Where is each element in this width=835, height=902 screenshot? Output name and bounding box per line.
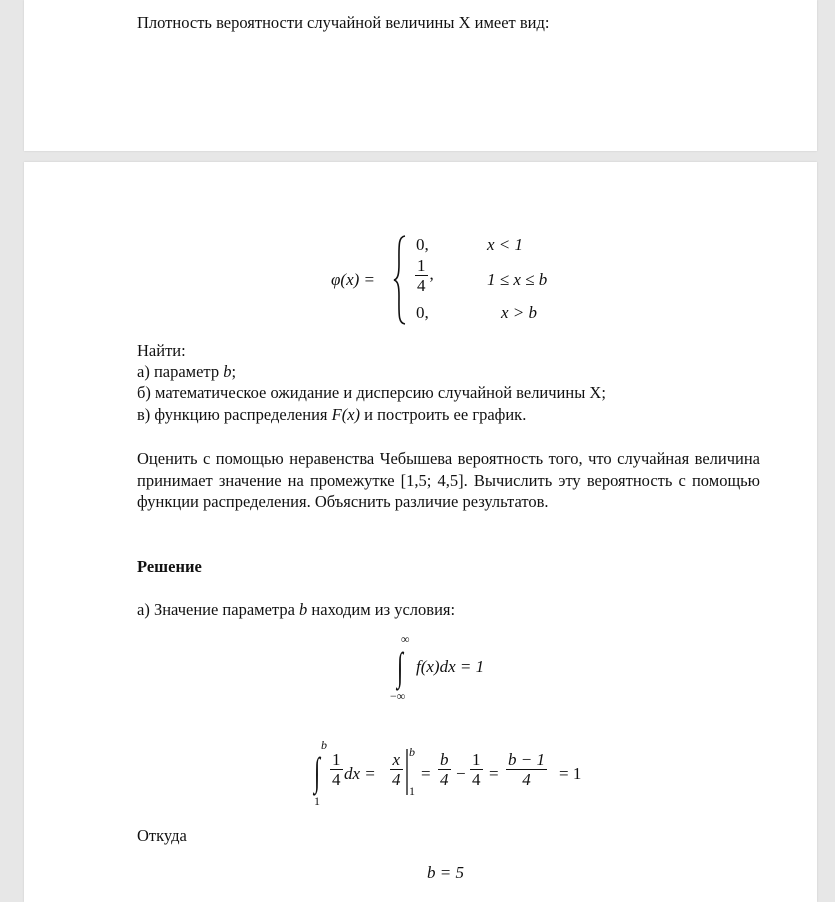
eval-lower: 1 — [409, 784, 415, 798]
final-answer: b = 5 — [427, 863, 464, 882]
equals-1: = — [421, 764, 431, 783]
task-c: в) функцию распределения F(x) и построить ее график. — [137, 405, 527, 424]
chebyshev-paragraph: Оценить с помощью неравенства Чебышева вероятность того, что случайная величина принимает значение на промежутке [1,5; 4,5]. Вычислить эту вероятность с помощью функции распределения. Объяснить различие результатов. — [137, 449, 760, 511]
density-lhs: φ(x) = — [331, 270, 375, 289]
integral1-sign: ∫ — [397, 644, 404, 689]
integral2-integrand: $\frac{1}{4}$ — [332, 750, 341, 789]
solution-heading: Решение — [137, 557, 202, 576]
integral1-body: f(x)dx = 1 — [416, 657, 485, 676]
whence-text: Откуда — [137, 826, 187, 845]
intro-text: Плотность вероятности случайной величины X имеет вид: — [137, 13, 550, 32]
minus-sign: − — [456, 764, 466, 783]
case2-value: $\frac{1}{4}$ , — [417, 256, 434, 295]
equals-result: = 1 — [559, 764, 582, 783]
eval-fraction: $\frac{x}{4}$ — [392, 750, 401, 789]
integral1-lower: −∞ — [390, 689, 406, 703]
term-b-over-4: $\frac{b}{4}$ — [440, 750, 449, 789]
case1-condition: x < 1 — [487, 235, 524, 254]
integral2-dx: dx = — [344, 764, 376, 783]
page-2 — [24, 162, 817, 902]
integral1-upper: ∞ — [401, 632, 410, 646]
term-1-over-4: $\frac{1}{4}$ — [472, 750, 481, 789]
task-b: б) математическое ожидание и дисперсию случайной величины X; — [137, 383, 606, 402]
left-brace-icon — [392, 234, 408, 326]
eval-upper: b — [409, 745, 415, 759]
equals-2: = — [489, 764, 499, 783]
task-a: а) параметр b; — [137, 362, 237, 381]
case3-condition: x > b — [501, 303, 538, 322]
case1-value: 0, — [416, 235, 429, 254]
fraction-one-quarter: $\frac{1}{4}$ — [417, 256, 426, 295]
case3-value: 0, — [416, 303, 429, 322]
integral2-lower: 1 — [314, 794, 320, 808]
integral2-upper: b — [321, 738, 327, 752]
solution-a-text: а) Значение параметра b находим из условия: — [137, 600, 456, 619]
integral2-sign: ∫ — [314, 749, 321, 794]
term-b-minus-1-over-4: $\frac{b - 1}{4}$ — [508, 750, 545, 789]
case2-condition: 1 ≤ x ≤ b — [487, 270, 548, 289]
page-1 — [24, 0, 817, 151]
find-label: Найти: — [137, 341, 186, 360]
